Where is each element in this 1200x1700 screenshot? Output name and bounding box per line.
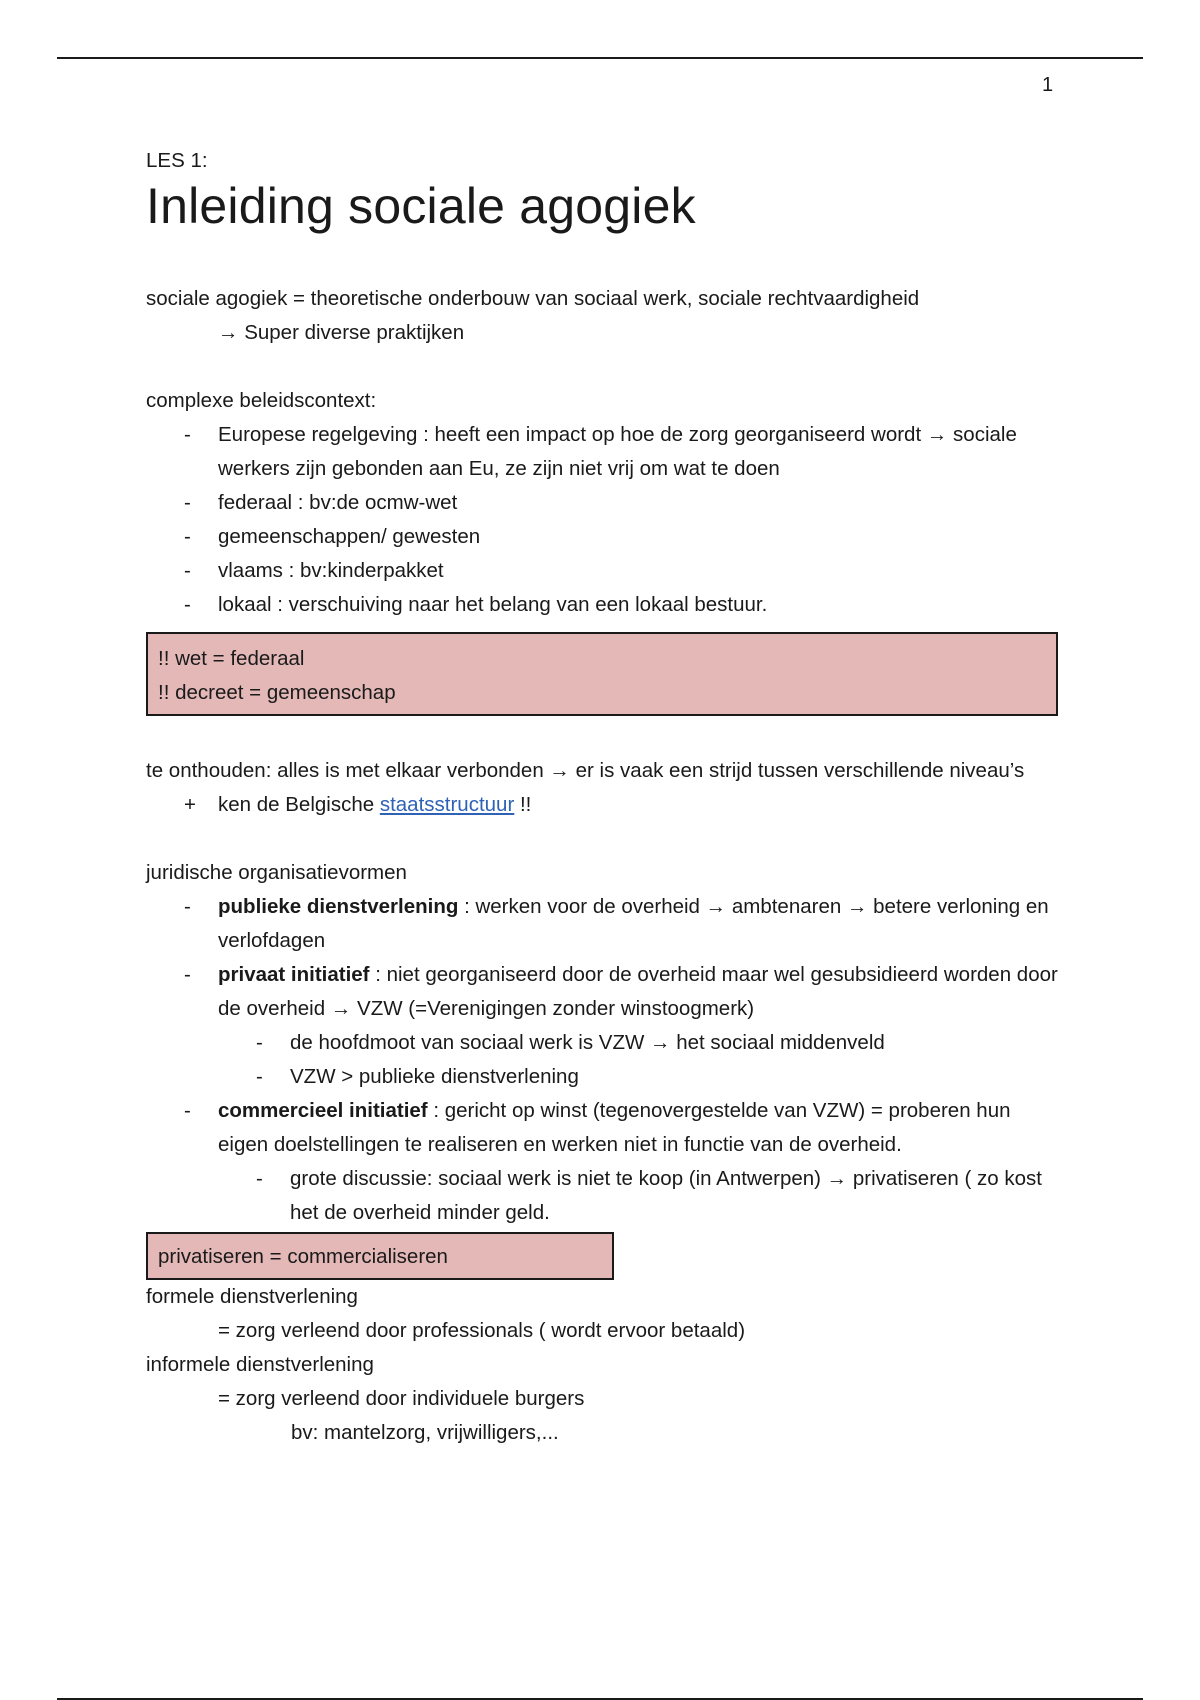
list-item: - federaal : bv:de ocmw-wet bbox=[146, 486, 1066, 520]
list-item: - vlaams : bv:kinderpakket bbox=[146, 554, 1066, 588]
note-line-decree: !! decreet = gemeenschap bbox=[158, 681, 396, 704]
law-note-box bbox=[146, 632, 1058, 716]
plus-bullet: + bbox=[184, 793, 196, 816]
list-item: - commercieel initiatief : gericht op winst (tegenovergestelde van VZW) = proberen hun eigen doelstellingen te realiseren en werken niet in functie van de overheid. bbox=[146, 1094, 1066, 1162]
list-item: + ken de Belgische staatsstructuur !! bbox=[146, 788, 1066, 822]
dash-bullet: - bbox=[184, 423, 191, 446]
dash-bullet: - bbox=[184, 559, 191, 582]
list-item: - Europese regelgeving : heeft een impact op hoe de zorg georganiseerd wordt → sociale werkers zijn gebonden aan Eu, ze zijn niet vrij om wat te doen bbox=[146, 418, 1066, 486]
list-item: - VZW > publieke dienstverlening bbox=[146, 1060, 1066, 1094]
policy-heading: complexe beleidscontext: bbox=[146, 389, 377, 412]
dash-bullet: - bbox=[184, 1099, 191, 1122]
document-body bbox=[146, 146, 1066, 1450]
staatsstructuur-link[interactable]: staatsstructuur bbox=[379, 793, 515, 816]
informal-heading: informele dienstverlening bbox=[146, 1353, 374, 1376]
header-rule bbox=[57, 57, 1143, 59]
page-title: Inleiding sociale agogiek bbox=[146, 178, 696, 234]
dash-bullet: - bbox=[184, 525, 191, 548]
note-line-law: !! wet = federaal bbox=[158, 647, 305, 670]
list-item: - publieke dienstverlening : werken voor de overheid → ambtenaren → betere verloning en verlofdagen bbox=[146, 890, 1066, 958]
definition-line: sociale agogiek = theoretische onderbouw van sociaal werk, sociale rechtvaardigheid bbox=[146, 287, 920, 310]
list-item: - privaat initiatief : niet georganiseerd door de overheid maar wel gesubsidieerd worden door de overheid → VZW (=Verenigingen zonder winstoogmerk) bbox=[146, 958, 1066, 1026]
lesson-label: LES 1: bbox=[146, 149, 208, 172]
legal-forms-heading: juridische organisatievormen bbox=[146, 861, 407, 884]
dash-bullet: - bbox=[184, 963, 191, 986]
dash-bullet: - bbox=[184, 491, 191, 514]
list-item: - lokaal : verschuiving naar het belang van een lokaal bestuur. bbox=[146, 588, 1066, 622]
list-item: - de hoofdmoot van sociaal werk is VZW → het sociaal middenveld bbox=[146, 1026, 1066, 1060]
formal-heading: formele dienstverlening bbox=[146, 1285, 358, 1308]
remember-text: te onthouden: alles is met elkaar verbonden → er is vaak een strijd tussen verschillende niveau’s bbox=[146, 759, 1025, 782]
privatize-note-box: privatiseren = commercialiseren bbox=[146, 1232, 614, 1280]
dash-bullet: - bbox=[256, 1167, 263, 1190]
dash-bullet: - bbox=[256, 1065, 263, 1088]
list-item: - grote discussie: sociaal werk is niet te koop (in Antwerpen) → privatiseren ( zo kost het de overheid minder geld. bbox=[146, 1162, 1066, 1230]
dash-bullet: - bbox=[184, 895, 191, 918]
formal-definition: = zorg verleend door professionals ( wordt ervoor betaald) bbox=[218, 1319, 746, 1342]
informal-definition: = zorg verleend door individuele burgers bbox=[218, 1387, 585, 1410]
dash-bullet: - bbox=[256, 1031, 263, 1054]
list-item: - gemeenschappen/ gewesten bbox=[146, 520, 1066, 554]
dash-bullet: - bbox=[184, 593, 191, 616]
informal-example: bv: mantelzorg, vrijwilligers,... bbox=[291, 1421, 559, 1444]
definition-sub: → Super diverse praktijken bbox=[218, 321, 465, 344]
page-number: 1 bbox=[1042, 74, 1054, 96]
